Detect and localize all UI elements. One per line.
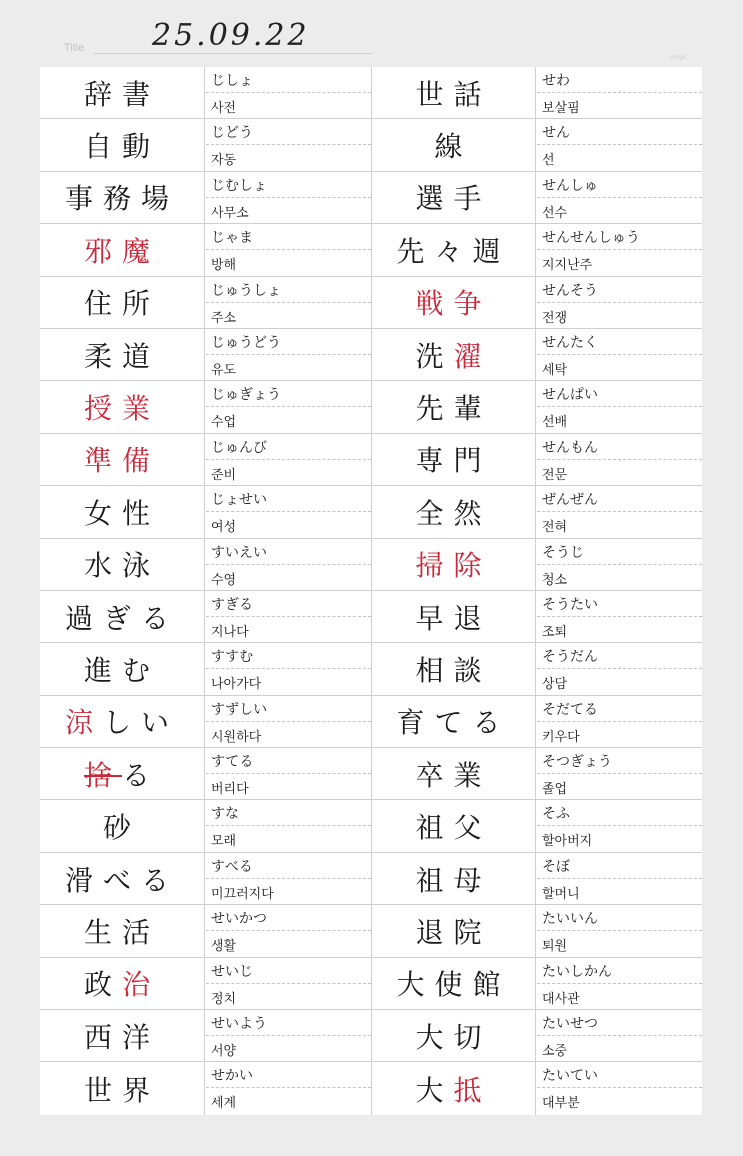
kanji-word [40, 800, 205, 851]
korean-meaning: 사무소 [211, 205, 249, 221]
kanji-char: 先 [415, 392, 454, 426]
kanji-char: る [141, 601, 180, 635]
korean-meaning: 졸업 [542, 782, 568, 798]
kanji-char: 道 [122, 339, 161, 373]
kanji-word [40, 696, 205, 747]
kanji-word [40, 434, 205, 485]
vocab-row [371, 381, 702, 433]
kanji-char: 洋 [122, 1020, 161, 1054]
kanji-word [371, 381, 536, 432]
korean-meaning: 주소 [211, 310, 237, 326]
kanji-char: 場 [141, 182, 180, 216]
kana-reading: せんもん [537, 434, 702, 460]
vocab-row [40, 958, 371, 1010]
kanji-char: 治 [122, 968, 161, 1002]
kanji-word [40, 1062, 205, 1114]
kanji-word [371, 905, 536, 956]
kanji-char: 事 [64, 182, 103, 216]
korean-meaning: 준비 [211, 467, 237, 483]
kana-reading: たいてい [537, 1062, 702, 1088]
kanji-char: 洗 [415, 339, 454, 373]
kanji-char: 戦 [415, 287, 454, 321]
korean-meaning: 방해 [211, 258, 237, 274]
kana-reading: すいえい [206, 539, 371, 565]
kanji-word [40, 172, 205, 223]
kanji-word [40, 748, 205, 799]
kanji-char: 動 [122, 130, 161, 164]
kanji-char: 育 [396, 706, 435, 740]
korean-meaning: 선 [542, 153, 555, 169]
kana-reading: そぼ [537, 853, 702, 879]
korean-meaning: 세계 [211, 1096, 237, 1112]
kanji-char: 泳 [122, 549, 161, 583]
vocab-row [40, 905, 371, 957]
korean-meaning: 할머니 [542, 886, 580, 902]
korean-meaning: 퇴원 [542, 939, 568, 955]
kana-reading: そだてる [537, 696, 702, 722]
kanji-word [371, 539, 536, 590]
vocab-row [40, 172, 371, 224]
kanji-char: 々 [434, 234, 473, 268]
kanji-word [40, 958, 205, 1009]
vocab-row [371, 486, 702, 538]
kanji-word [40, 591, 205, 642]
kanji-char: る [122, 758, 161, 792]
kanji-word [371, 172, 536, 223]
kanji-word [40, 853, 205, 904]
kanji-char: 早 [415, 601, 454, 635]
title-label: Title [64, 42, 85, 54]
kanji-word [40, 486, 205, 537]
kanji-char: 捨 [83, 758, 122, 792]
korean-meaning: 소중 [542, 1044, 568, 1060]
kanji-char: 邪 [83, 234, 122, 268]
vocab-row [40, 643, 371, 695]
kanji-char: 滑 [64, 863, 103, 897]
kana-reading: せいじ [206, 958, 371, 984]
kanji-char: 週 [472, 234, 511, 268]
kana-reading: ぜんぜん [537, 486, 702, 512]
kanji-word [371, 67, 536, 118]
kanji-char: 性 [122, 496, 161, 530]
kanji-char: 退 [453, 601, 492, 635]
vocab-row [371, 1062, 702, 1114]
kanji-char: 自 [83, 130, 122, 164]
kana-reading: そうたい [537, 591, 702, 617]
kanji-char: 備 [122, 444, 161, 478]
kanji-word [371, 958, 536, 1009]
vocab-row [371, 958, 702, 1010]
kana-reading: せかい [206, 1062, 371, 1088]
kanji-char: 館 [472, 968, 511, 1002]
kanji-char: 話 [453, 77, 492, 111]
kana-reading: そふ [537, 800, 702, 826]
kana-reading: すすむ [206, 643, 371, 669]
kana-reading: じしょ [206, 67, 371, 93]
title-underline [94, 53, 372, 54]
kana-reading: せいよう [206, 1010, 371, 1036]
kanji-char: ぎ [102, 601, 141, 635]
kanji-word [371, 119, 536, 170]
kanji-char: 大 [415, 1073, 454, 1107]
kanji-char: 祖 [415, 863, 454, 897]
kanji-char: べ [102, 863, 141, 897]
kana-reading: せんしゅ [537, 172, 702, 198]
korean-meaning: 수업 [211, 415, 237, 431]
kana-reading: じゅぎょう [206, 381, 371, 407]
kanji-word [371, 1062, 536, 1114]
kana-reading: すぎる [206, 591, 371, 617]
korean-meaning: 유도 [211, 362, 237, 378]
vocab-row [371, 853, 702, 905]
vocab-row [40, 748, 371, 800]
kana-reading: せん [537, 119, 702, 145]
kanji-char: む [122, 653, 161, 687]
kana-reading: すずしい [206, 696, 371, 722]
kanji-char: しい [103, 706, 180, 740]
kanji-char: 切 [453, 1020, 492, 1054]
kanji-char: 世 [83, 1073, 122, 1107]
kanji-char: 線 [434, 130, 473, 164]
vocab-row [40, 800, 371, 852]
kanji-char: 輩 [453, 392, 492, 426]
kanji-char: 涼 [64, 706, 103, 740]
kana-reading: せんぱい [537, 381, 702, 407]
kanji-char: てる [434, 706, 511, 740]
kanji-word [371, 224, 536, 275]
kanji-char: 活 [122, 915, 161, 949]
kanji-word [40, 67, 205, 118]
brand-watermark: Ichigo [670, 55, 687, 61]
korean-meaning: 상담 [542, 677, 568, 693]
korean-meaning: 키우다 [542, 729, 580, 745]
vocab-row [40, 329, 371, 381]
kanji-char: 西 [83, 1020, 122, 1054]
vocab-row [40, 591, 371, 643]
korean-meaning: 모래 [211, 834, 237, 850]
kanji-char: 業 [453, 758, 492, 792]
kanji-word [371, 748, 536, 799]
kanji-char: 然 [453, 496, 492, 530]
kanji-char: 水 [83, 549, 122, 583]
kanji-char: 門 [453, 444, 492, 478]
vocab-row [371, 696, 702, 748]
kanji-char: 相 [415, 653, 454, 687]
kanji-char: 掃 [415, 549, 454, 583]
kanji-char: 政 [83, 968, 122, 1002]
kanji-char: 魔 [122, 234, 161, 268]
kanji-char: 女 [83, 496, 122, 530]
kana-reading: じゅうしょ [206, 277, 371, 303]
kanji-char: 全 [415, 496, 454, 530]
kana-reading: じどう [206, 119, 371, 145]
kana-reading: せんそう [537, 277, 702, 303]
kanji-word [371, 800, 536, 851]
kana-reading: せいかつ [206, 905, 371, 931]
kanji-char: 所 [122, 287, 161, 321]
korean-meaning: 나아가다 [211, 677, 262, 693]
kanji-char: 母 [453, 863, 492, 897]
kanji-char: 退 [415, 915, 454, 949]
korean-meaning: 수영 [211, 572, 237, 588]
korean-meaning: 시원하다 [211, 729, 262, 745]
kanji-char: 祖 [415, 811, 454, 845]
kanji-char: 準 [83, 444, 122, 478]
kana-reading: じゅうどう [206, 329, 371, 355]
kanji-char: 生 [83, 915, 122, 949]
kana-reading: そうじ [537, 539, 702, 565]
kanji-char: 争 [453, 287, 492, 321]
korean-meaning: 할아버지 [542, 834, 593, 850]
kanji-word [371, 696, 536, 747]
kanji-word [40, 119, 205, 170]
kanji-word [40, 224, 205, 275]
vocab-row [371, 1010, 702, 1062]
korean-meaning: 조퇴 [542, 624, 568, 640]
kana-reading: すてる [206, 748, 371, 774]
korean-meaning: 지지난주 [542, 258, 593, 274]
kana-reading: そつぎょう [537, 748, 702, 774]
vocab-row [40, 486, 371, 538]
kana-reading: じゅんび [206, 434, 371, 460]
vocab-row [371, 539, 702, 591]
kanji-char: 授 [83, 392, 122, 426]
vocab-row [371, 224, 702, 276]
kanji-word [40, 1010, 205, 1061]
kanji-word [371, 591, 536, 642]
kanji-char: 砂 [102, 811, 141, 845]
vocab-row [371, 643, 702, 695]
vocab-row [40, 853, 371, 905]
kanji-word [371, 853, 536, 904]
korean-meaning: 생활 [211, 939, 237, 955]
korean-meaning: 지나다 [211, 624, 249, 640]
kana-reading: せわ [537, 67, 702, 93]
kana-reading: そうだん [537, 643, 702, 669]
vocab-row [40, 277, 371, 329]
korean-meaning: 서양 [211, 1044, 237, 1060]
kanji-word [40, 381, 205, 432]
kanji-char: 柔 [83, 339, 122, 373]
kanji-char: 選 [415, 182, 454, 216]
kana-reading: たいいん [537, 905, 702, 931]
korean-meaning: 정치 [211, 991, 237, 1007]
kanji-word [40, 277, 205, 328]
korean-meaning: 보살핌 [542, 101, 580, 116]
korean-meaning: 전혀 [542, 520, 568, 536]
kanji-word [40, 539, 205, 590]
vocab-row [371, 67, 702, 119]
korean-meaning: 사전 [211, 101, 237, 116]
kana-reading: たいしかん [537, 958, 702, 984]
kanji-char: 院 [453, 915, 492, 949]
left-column [40, 67, 371, 1115]
kana-reading: すべる [206, 853, 371, 879]
kanji-char: 手 [453, 182, 492, 216]
kana-reading: たいせつ [537, 1010, 702, 1036]
kanji-char: る [141, 863, 180, 897]
kanji-char: 除 [453, 549, 492, 583]
vocab-row [371, 172, 702, 224]
kanji-char: 使 [434, 968, 473, 1002]
vocab-row [40, 1010, 371, 1062]
vocab-row [40, 224, 371, 276]
vocab-row [40, 1062, 371, 1114]
kanji-word [371, 643, 536, 694]
kanji-char: 父 [453, 811, 492, 845]
korean-meaning: 전문 [542, 467, 568, 483]
vocab-row [40, 539, 371, 591]
korean-meaning: 자동 [211, 153, 237, 169]
vocab-row [40, 696, 371, 748]
vocab-row [371, 591, 702, 643]
kanji-word [371, 329, 536, 380]
kanji-char: 進 [83, 653, 122, 687]
kanji-word [371, 277, 536, 328]
kanji-word [371, 486, 536, 537]
kanji-char: 業 [122, 392, 161, 426]
kanji-char: 先 [396, 234, 435, 268]
kanji-char: 界 [122, 1073, 161, 1107]
korean-meaning: 청소 [542, 572, 568, 588]
kanji-char: 談 [453, 653, 492, 687]
vocab-row [40, 434, 371, 486]
kanji-word [371, 1010, 536, 1061]
kanji-char: 住 [83, 287, 122, 321]
kanji-char: 専 [415, 444, 454, 478]
kana-reading: すな [206, 800, 371, 826]
korean-meaning: 미끄러지다 [211, 886, 274, 902]
kanji-char: 務 [102, 182, 141, 216]
kana-reading: せんせんしゅう [537, 224, 702, 250]
korean-meaning: 여성 [211, 520, 237, 536]
vocab-row [40, 67, 371, 119]
kanji-char: 世 [415, 77, 454, 111]
kanji-char: 濯 [453, 339, 492, 373]
title-date: 25.09.22 [152, 18, 310, 53]
vocab-row [371, 800, 702, 852]
vocab-row [371, 905, 702, 957]
kana-reading: じむしょ [206, 172, 371, 198]
vocab-row [40, 119, 371, 171]
kanji-char: 辞 [83, 77, 122, 111]
kana-reading: せんたく [537, 329, 702, 355]
kanji-word [40, 329, 205, 380]
kanji-char: 書 [122, 77, 161, 111]
right-column [371, 67, 702, 1115]
korean-meaning: 선수 [542, 205, 568, 221]
kana-reading: じゃま [206, 224, 371, 250]
vocab-row [371, 748, 702, 800]
vocab-row [371, 329, 702, 381]
vocab-row [371, 119, 702, 171]
kanji-char: 卒 [415, 758, 454, 792]
korean-meaning: 버리다 [211, 782, 249, 798]
vocabulary-sheet [40, 67, 702, 1115]
korean-meaning: 대사관 [542, 991, 580, 1007]
korean-meaning: 선배 [542, 415, 568, 431]
kanji-char: 抵 [453, 1073, 492, 1107]
vocab-row [40, 381, 371, 433]
korean-meaning: 대부분 [542, 1096, 580, 1112]
kanji-word [371, 434, 536, 485]
korean-meaning: 세탁 [542, 362, 568, 378]
korean-meaning: 전쟁 [542, 310, 568, 326]
kanji-word [40, 643, 205, 694]
vocab-row [371, 277, 702, 329]
kanji-word [40, 905, 205, 956]
kana-reading: じょせい [206, 486, 371, 512]
kanji-char: 大 [415, 1020, 454, 1054]
page-header [0, 0, 743, 66]
kanji-char: 過 [64, 601, 103, 635]
vocab-row [371, 434, 702, 486]
kanji-char: 大 [396, 968, 435, 1002]
